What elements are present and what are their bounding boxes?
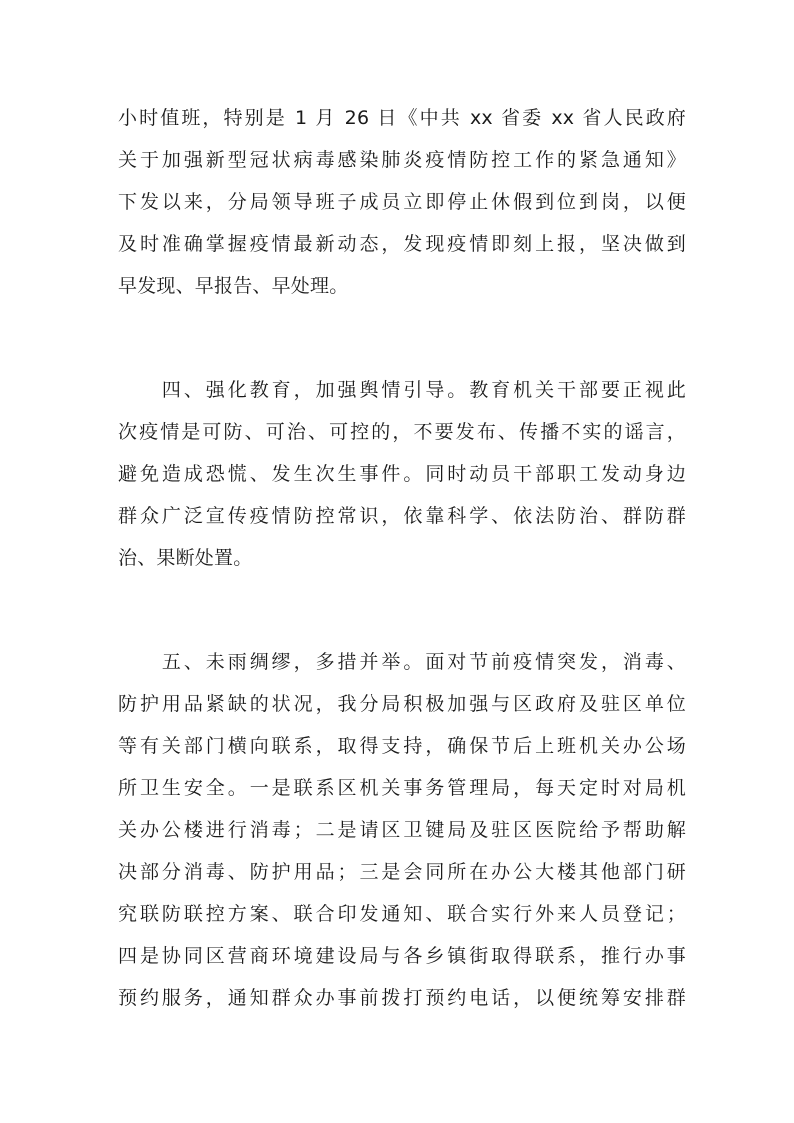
paragraph-section-five (118, 641, 686, 1019)
text-line: 五、未雨绸缪，多措并举。面对节前疫情突发，消毒、 (118, 651, 686, 673)
text-line: 小时值班，特别是 1 月 26 日《中共 xx 省委 xx 省人民政府 (118, 107, 686, 129)
text-line: 关办公楼进行消毒；二是请区卫键局及驻区医院给予帮助解 (118, 819, 686, 841)
text-line: 究联防联控方案、联合印发通知、联合实行外来人员登记； (118, 903, 686, 925)
text-line: 所卫生安全。一是联系区机关事务管理局，每天定时对局机 (118, 777, 686, 799)
text-line: 决部分消毒、防护用品；三是会同所在办公大楼其他部门研 (118, 861, 686, 883)
text-line: 等有关部门横向联系，取得支持，确保节后上班机关办公场 (118, 735, 686, 757)
text-line: 群众广泛宣传疫情防控常识，依靠科学、依法防治、群防群 (118, 505, 686, 527)
text-line: 及时准确掌握疫情最新动态，发现疫情即刻上报，坚决做到 (118, 233, 686, 255)
paragraph-section-four (118, 369, 686, 579)
text-line: 关于加强新型冠状病毒感染肺炎疫情防控工作的紧急通知》 (118, 149, 686, 171)
text-line: 早发现、早报告、早处理。 (118, 275, 349, 297)
text-line: 下发以来，分局领导班子成员立即停止休假到位到岗，以便 (118, 191, 686, 213)
text-line: 治、果断处置。 (118, 547, 253, 569)
text-line: 次疫情是可防、可治、可控的，不要发布、传播不实的谣言， (118, 421, 686, 443)
paragraph-duty-continuation (118, 97, 686, 307)
text-line: 避免造成恐慌、发生次生事件。同时动员干部职工发动身边 (118, 463, 686, 485)
text-line: 四是协同区营商环境建设局与各乡镇街取得联系，推行办事 (118, 945, 686, 967)
text-line: 防护用品紧缺的状况，我分局积极加强与区政府及驻区单位 (118, 693, 686, 715)
text-line: 预约服务，通知群众办事前拨打预约电话，以便统筹安排群 (118, 987, 686, 1009)
text-line: 四、强化教育，加强舆情引导。教育机关干部要正视此 (118, 379, 686, 401)
